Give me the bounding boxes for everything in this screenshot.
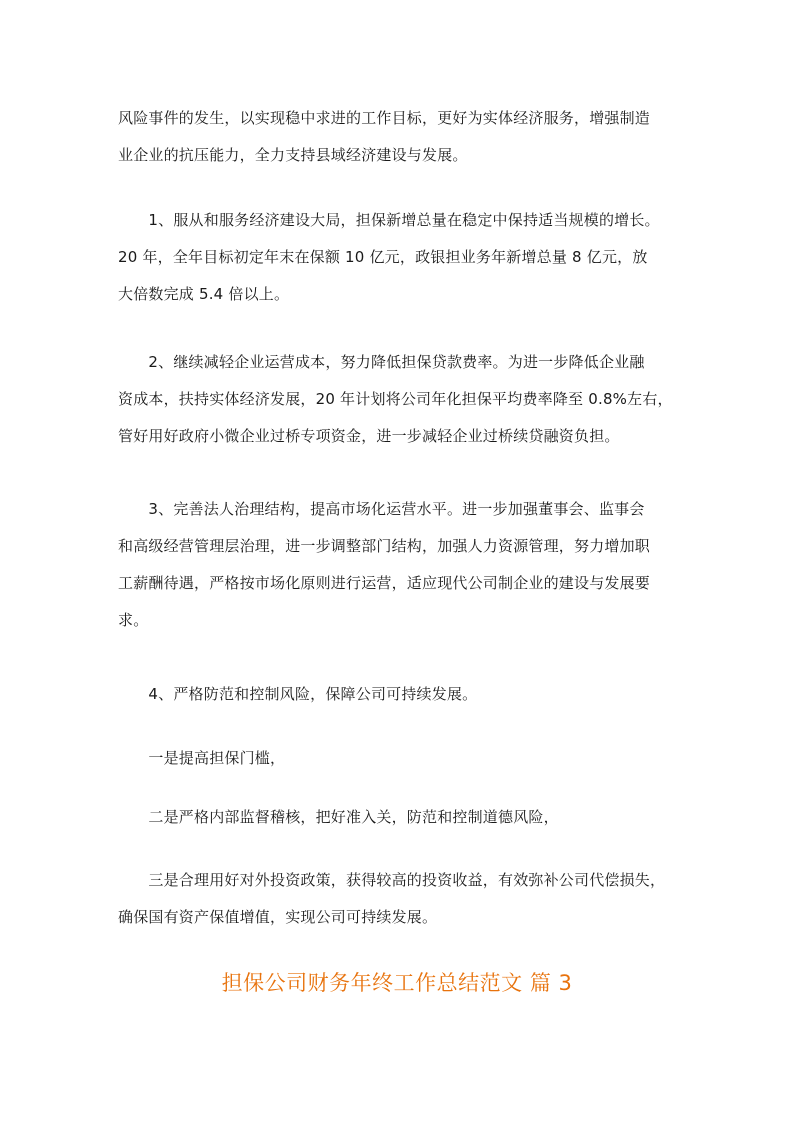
- text-line: 工薪酬待遇，严格按市场化原则进行运营，适应现代公司制企业的建设与发展要: [118, 574, 651, 592]
- text-line: 和高级经营管理层治理，进一步调整部门结构，加强人力资源管理，努力增加职: [118, 537, 651, 555]
- paragraph-sub-1: [118, 740, 688, 777]
- paragraph-item-4: [118, 676, 688, 713]
- paragraph-sub-3: [118, 862, 688, 936]
- text-line: 确保国有资产保值增值，实现公司可持续发展。: [118, 908, 438, 926]
- text-line: 管好用好政府小微企业过桥专项资金，进一步减轻企业过桥续贷融资负担。: [118, 427, 620, 445]
- paragraph-item-1: [118, 202, 688, 313]
- text-line: 一是提高担保门槛，: [118, 749, 286, 767]
- paragraph-item-2: [118, 344, 688, 455]
- text-line: 业企业的抗压能力，全力支持县域经济建设与发展。: [118, 146, 468, 164]
- text-line: 2、继续减轻企业运营成本，努力降低担保贷款费率。为进一步降低企业融: [118, 353, 645, 371]
- text-line: 资成本，扶持实体经济发展，20 年计划将公司年化担保平均费率降至 0.8%左右，: [118, 390, 673, 408]
- section-heading: 担保公司财务年终工作总结范文 篇 3: [221, 971, 573, 995]
- text-line: 求。: [118, 611, 149, 629]
- text-line: 大倍数完成 5.4 倍以上。: [118, 285, 290, 303]
- text-line: 风险事件的发生，以实现稳中求进的工作目标，更好为实体经济服务，增强制造: [118, 109, 651, 127]
- text-line: 二是严格内部监督稽核，把好准入关，防范和控制道德风险，: [118, 808, 559, 826]
- paragraph-sub-2: [118, 799, 688, 836]
- paragraph-intro-continued: [118, 100, 688, 174]
- text-line: 4、严格防范和控制风险，保障公司可持续发展。: [118, 685, 478, 703]
- text-line: 20 年，全年目标初定年末在保额 10 亿元，政银担业务年新增总量 8 亿元，放: [118, 248, 648, 266]
- text-line: 1、服从和服务经济建设大局，担保新增总量在稳定中保持适当规模的增长。: [118, 211, 660, 229]
- text-line: 3、完善法人治理结构，提高市场化运营水平。进一步加强董事会、监事会: [118, 500, 645, 518]
- paragraph-item-3: [118, 491, 688, 639]
- text-line: 三是合理用好对外投资政策，获得较高的投资收益，有效弥补公司代偿损失，: [118, 871, 666, 889]
